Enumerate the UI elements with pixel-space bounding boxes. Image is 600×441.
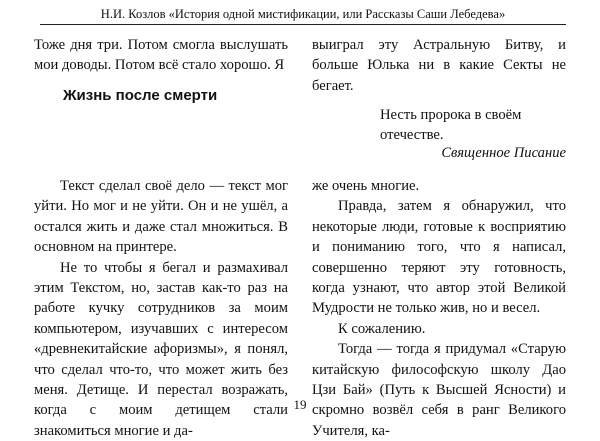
paragraph: Тоже дня три. Потом смогла выслушать мои доводы. Потом всё стало хорошо. Я (34, 37, 288, 74)
epigraph (380, 105, 566, 146)
epigraph-source: Священное Писание (441, 145, 566, 161)
running-header: Н.И. Козлов «История одной мистификации, или Рассказы Саши Лебедева» (100, 7, 506, 21)
section-heading: Жизнь после смерти (63, 87, 218, 104)
right-column-body (312, 176, 566, 441)
paragraph: Тогда — тогда я придумал «Старую китайскую философскую школу Дао Цзи Бай» (Путь к Высшей Ясности) и скромно возвёл себя в ранг Великого Учителя, ка- (312, 341, 566, 439)
paragraph: Текст сделал своё дело — текст мог уйти. Но мог и не уйти. Он и не ушёл, а остался жить и даже стал множиться. В основном на принтере. (34, 178, 288, 256)
left-column (34, 35, 288, 76)
right-column (312, 35, 566, 96)
paragraph: Не то чтобы я бегал и размахивал этим Текстом, но, застав как-то раз на работе кучку сотрудников за моим компьютером, изучавших с интересом «древнекитайские афоризмы», я понял, что сделал что-то, что может жить без меня. Детище. И перестал возражать, когда с моим детищем стали знакомиться многие и да- (34, 259, 288, 439)
header-rule (40, 24, 566, 25)
page-number: 19 (293, 397, 307, 412)
paragraph: К сожалению. (338, 320, 426, 337)
epigraph-text: Несть пророка в своём отечестве. (380, 107, 522, 144)
left-column-body (34, 176, 288, 441)
paragraph: Правда, затем я обнаружил, что некоторые люди, готовые к восприятию и пониманию того, что я написал, совершенно теряют эту готовность, когда узнают, что автор этой Великой Мудрости не только жив, но и весел. (312, 198, 566, 317)
paragraph-continuation: же очень многие. (312, 178, 420, 194)
paragraph: выиграл эту Астральную Битву, и больше Юлька ни в какие Секты не бегает. (312, 37, 566, 94)
